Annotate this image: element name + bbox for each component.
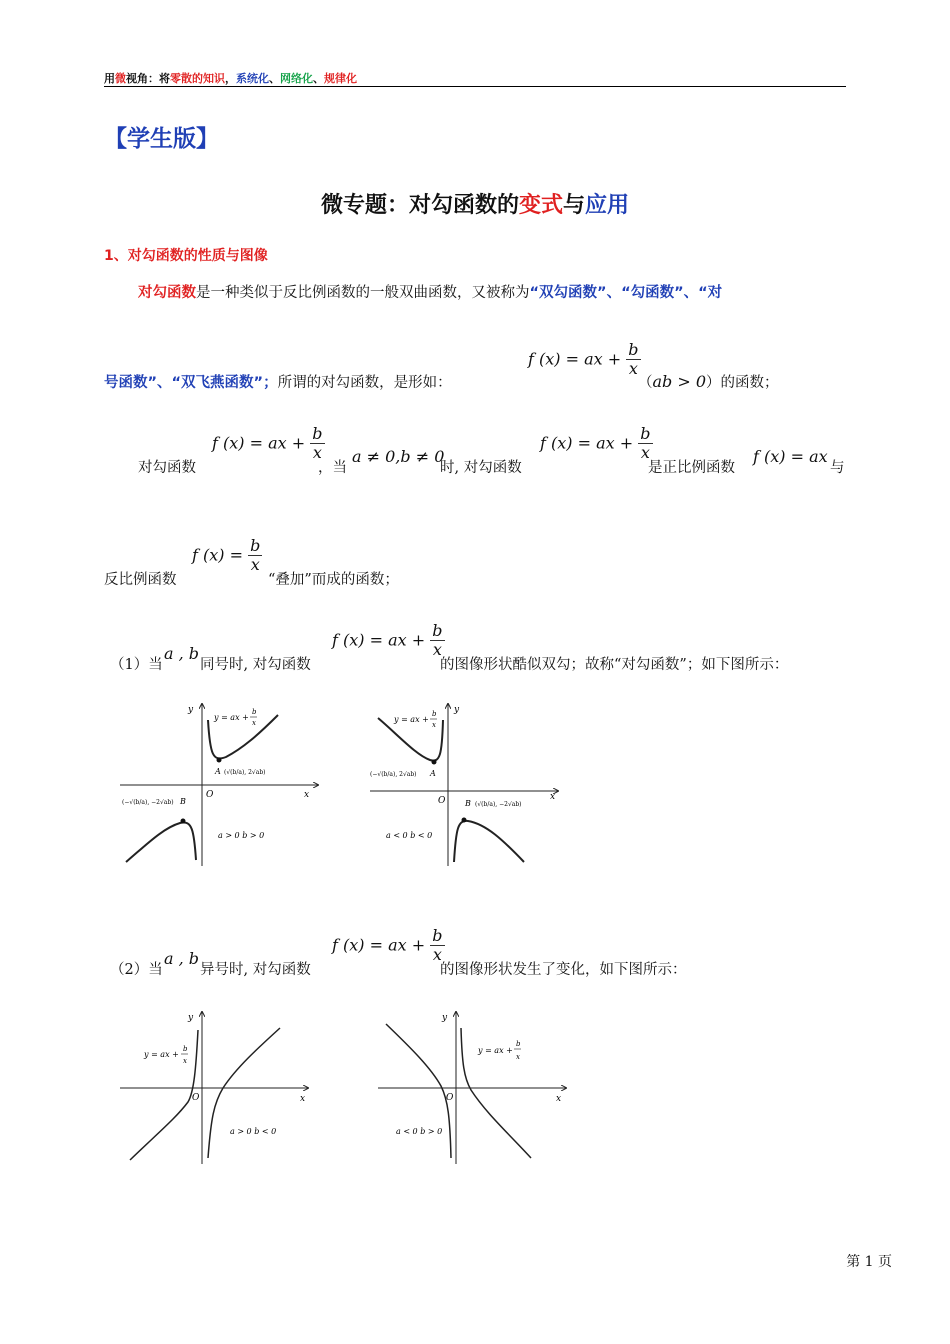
alias: “对 [698, 285, 723, 301]
frac-num: b [516, 1040, 521, 1048]
title-part: 变式 [518, 193, 563, 218]
page-title [0, 188, 950, 219]
header-text: 视角：将 [126, 72, 170, 85]
formula-text: f (x) = ax + [332, 935, 426, 955]
text: 的函数； [720, 375, 779, 391]
point-b-coord: (−√(b/a), −2√ab) [122, 799, 174, 806]
point-b-label: B [180, 797, 186, 806]
condition-label: a > 0 b < 0 [230, 1127, 277, 1136]
point-b-coord: (√(b/a), −2√ab) [475, 801, 522, 808]
condition: ab > 0 [652, 372, 707, 391]
graph-a-pos-b-pos [118, 700, 328, 868]
title-part: 微专题：对勾函数的 [320, 193, 519, 218]
y-label: y [454, 705, 460, 715]
text: 、 [683, 285, 699, 301]
text: （2）当 [110, 962, 163, 978]
header-text: 系统化 [236, 72, 269, 85]
point-a-coord: (−√(b/a), 2√ab) [370, 771, 417, 778]
section-heading: 1、对勾函数的性质与图像 [104, 248, 268, 264]
frac-den: x [640, 443, 650, 463]
paragraph-line [638, 371, 779, 392]
point-b-label: B [465, 799, 471, 808]
alias: “双飞燕函数” [171, 375, 264, 391]
point-a-label: A [215, 767, 221, 776]
frac-num: b [432, 710, 437, 718]
x-label: x [300, 1094, 306, 1104]
header-text: 用 [104, 72, 115, 85]
frac-num: b [183, 1045, 188, 1053]
title-part: 应用 [585, 193, 630, 218]
frac-num: b [432, 621, 443, 640]
x-label: x [550, 792, 556, 802]
header-divider [104, 86, 846, 87]
condition-label: a < 0 b < 0 [386, 831, 433, 840]
header-text: ， [225, 72, 236, 85]
formula-text: f (x) = ax + [540, 433, 634, 453]
text: ，当 [318, 460, 347, 476]
formula-text: f (x) = ax + [212, 433, 306, 453]
frac-den: x [628, 359, 638, 379]
point-a [217, 758, 222, 763]
frac-den: x [432, 721, 436, 729]
formula [540, 425, 653, 463]
term: 对勾函数 [138, 285, 196, 301]
variables: a , b [164, 644, 200, 663]
text: 的图像形状酷似双勾；故称“对勾函数”；如下图所示： [440, 657, 789, 673]
x-label: x [556, 1094, 562, 1104]
text: 与 [830, 460, 845, 476]
frac-den: x [516, 1053, 520, 1061]
function-label: y = ax + [478, 1046, 513, 1055]
point-a-coord: (√(b/a), 2√ab) [224, 769, 266, 776]
header-text: 、 [313, 72, 324, 85]
formula: f (x) = ax [753, 447, 828, 466]
curve-right-branch [208, 1028, 280, 1158]
frac-num: b [628, 340, 639, 359]
frac-den: x [250, 555, 260, 575]
text: “叠加”而成的函数； [268, 572, 399, 588]
paragraph-line [104, 371, 452, 392]
variables: a , b [164, 949, 200, 968]
origin-label: O [192, 1093, 200, 1103]
text: ） [706, 375, 721, 391]
alias: “双勾函数” [529, 285, 607, 301]
header-text: 规律化 [324, 72, 357, 85]
alias: “勾函数” [621, 285, 684, 301]
formula-text: f (x) = ax + [528, 349, 622, 369]
text: （ [638, 375, 653, 391]
graph-a-pos-b-neg [118, 1008, 318, 1168]
header-text: 、 [269, 72, 280, 85]
y-label: y [442, 1013, 448, 1023]
text: 同号时, 对勾函数 [200, 657, 311, 673]
point-a [432, 760, 437, 765]
fraction [248, 537, 262, 575]
text: ； [263, 375, 278, 391]
origin-label: O [438, 796, 446, 806]
text: 时, 对勾函数 [440, 460, 522, 476]
text: 对勾函数 [138, 460, 196, 476]
text: 反比例函数 [104, 572, 177, 588]
formula-main [528, 341, 641, 379]
frac-num: b [312, 424, 323, 443]
condition: a ≠ 0,b ≠ 0 [352, 447, 445, 466]
title-part: 与 [563, 193, 586, 218]
formula [332, 622, 445, 660]
paragraph-line [138, 281, 722, 302]
frac-den: x [312, 443, 322, 463]
text: 、 [606, 285, 622, 301]
y-label: y [188, 1013, 194, 1023]
graph-a-neg-b-neg [368, 700, 578, 868]
formula [212, 425, 325, 463]
function-label: y = ax + [214, 713, 249, 722]
formula [332, 927, 445, 965]
text: 的图像形状发生了变化，如下图所示： [440, 962, 687, 978]
graph-a-neg-b-pos [376, 1008, 576, 1168]
frac-den: x [252, 719, 256, 727]
origin-label: O [206, 790, 214, 800]
text: 是正比例函数 [648, 460, 735, 476]
page-header [104, 70, 357, 86]
point-a-label: A [430, 769, 436, 778]
frac-den: x [183, 1057, 187, 1065]
origin-label: O [446, 1093, 454, 1103]
version-label: 【学生版】 [104, 126, 219, 152]
text: 、 [157, 375, 172, 391]
frac-den: x [432, 945, 442, 965]
y-label: y [188, 705, 194, 715]
text: （1）当 [110, 657, 163, 673]
frac-den: x [432, 640, 442, 660]
x-label: x [304, 790, 310, 800]
header-text: 网络化 [280, 72, 313, 85]
function-label: y = ax + [144, 1050, 179, 1059]
curve-left-branch [386, 1024, 451, 1158]
point-b [181, 819, 186, 824]
formula-text: f (x) = [192, 545, 244, 565]
alias: 号函数” [104, 375, 158, 391]
curve-right-branch [454, 821, 524, 862]
text: 异号时, 对勾函数 [200, 962, 311, 978]
text: 是一种类似于反比例函数的一般双曲函数，又被称为 [196, 285, 530, 301]
frac-num: b [250, 536, 261, 555]
page-number: 第 1 页 [846, 1254, 892, 1270]
curve-left-branch [126, 822, 196, 862]
point-b [462, 818, 467, 823]
condition-label: a > 0 b > 0 [218, 831, 265, 840]
frac-num: b [432, 926, 443, 945]
function-label: y = ax + [394, 715, 429, 724]
condition-label: a < 0 b > 0 [396, 1127, 443, 1136]
formula-text: f (x) = ax + [332, 630, 426, 650]
frac-num: b [640, 424, 651, 443]
text: 所谓的对勾函数，是形如： [277, 375, 452, 391]
header-text: 零散的知识 [170, 72, 225, 85]
formula [192, 537, 262, 575]
header-text: 微 [115, 72, 126, 85]
frac-num: b [252, 708, 257, 716]
